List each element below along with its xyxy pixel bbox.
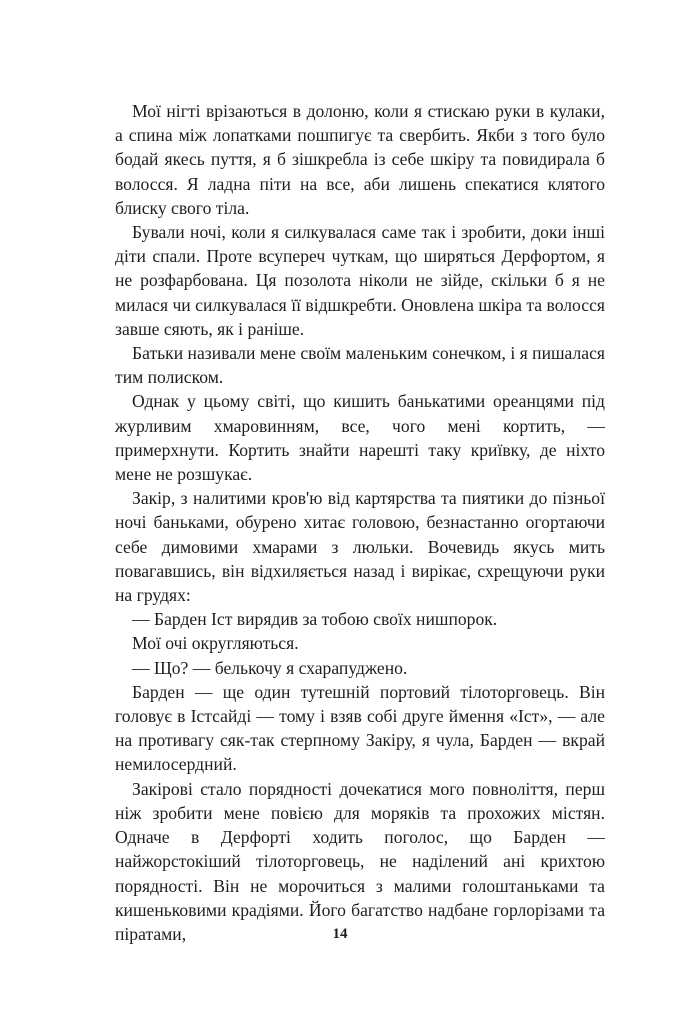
page-number: 14 [332,926,348,942]
paragraph: Однак у цьому світі, що кишить банькатими ореанцями під журливим хмаровинням, все, чого мені кортить, — примерхнути. Кортить знайти нарешті таку криївку, де ніхто мене не розшукає. [115,391,605,485]
paragraph: Барден — ще один тутешній портовий тілоторговець. Він головує в Істсайді — тому і взяв собі друге ймення «Іст», — але на противагу сяк-так стерпному Закіру, я чула, Барден — вкрай немилосердний. [115,681,605,775]
paragraph: Мої очі округляються. [132,633,299,654]
paragraph: Батьки називали мене своїм маленьким сонечком, і я пишалася тим полиском. [115,343,605,388]
paragraph: Мої нігті врізаються в долоню, коли я стискаю руки в кулаки, а спина між лопатками пошпигує та свербить. Якби з того було бодай якесь пуття, я б зішкребла із себе шкіру та повидирала б волосся. Я ладна піти на все, аби лишень спекатися клятого блиску свого тіла. [115,101,605,218]
dialogue-line: — Барден Іст вирядив за тобою своїх нишпорок. [132,609,498,630]
body-text [115,99,605,946]
paragraph: Закірові стало порядності дочекатися мого повноліття, перш ніж зробити мене повією для моряків та прохожих містян. Одначе в Дерфорті ходить поголос, що Барден — найжорстокіший тілоторговець, не наділений ані крихтою порядності. Він не морочиться з малими голоштаньками та кишеньковими крадіями. Його багатство надбане горлорізами та піратами, [115,778,605,944]
paragraph: Закір, з налитими кров'ю від картярства та пиятики до пізньої ночі баньками, обурено хитає головою, безнастанно огортаючи себе димовими хмарами з люльки. Вочевидь якусь мить повагавшись, він відхиляється назад і вирікає, схрещуючи руки на грудях: [115,488,605,606]
paragraph: Бували ночі, коли я силкувалася саме так і зробити, доки інші діти спали. Проте всупереч чуткам, що ширяться Дерфортом, я не розфарбована. Ця позолота ніколи не зійде, скільки б я не милася чи силкувалася її відшкребти. Оновлена шкіра та волосся завше сяють, як і раніше. [115,222,605,339]
dialogue-line: — Що? — белькочу я схарапуджено. [132,657,408,678]
